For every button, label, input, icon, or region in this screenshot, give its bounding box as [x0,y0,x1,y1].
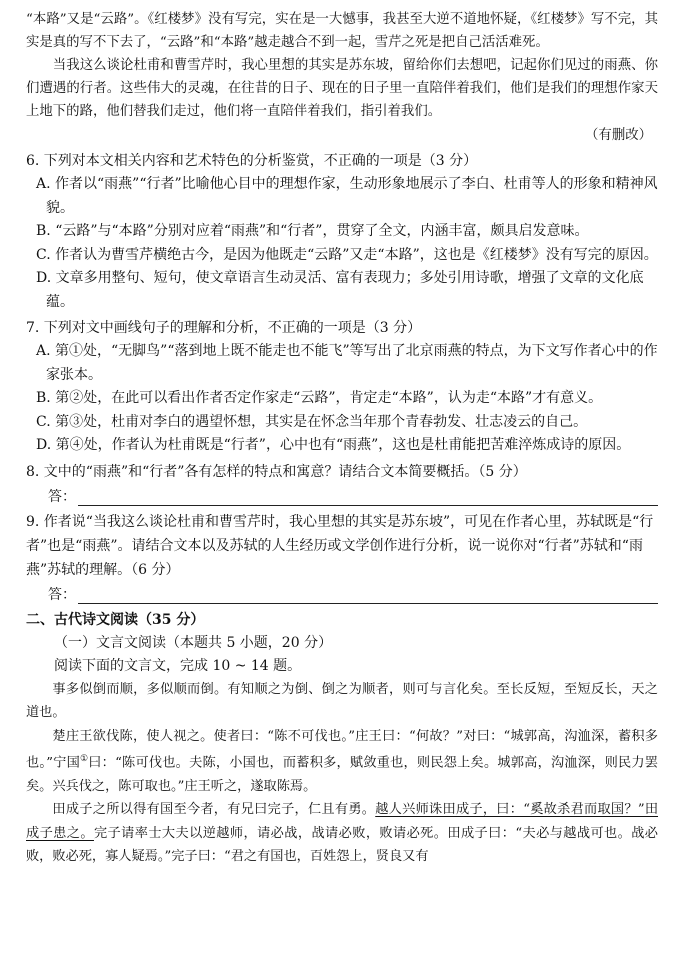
edited-note: （有删改） [585,128,652,143]
classical-paragraph-1: 事多似倒而顺，多似顺而倒。有知顺之为倒、倒之为顺者，则可与言化矣。至长反短，至短反长，天之道也。 [26,681,658,720]
question-9-stem: 9. 作者说“当我这么谈论杜甫和曹雪芹时，我心里想的其实是苏东坡”，可见在作者心里，苏轼既是“行者”也是“雨燕”。请结合文本以及苏轼的人生经历或文学创作进行分析，说一说你对“行者”苏轼和“雨燕”苏轼的理解。（6 分） [26,513,654,578]
classical-text: 完子请率士大夫以逆越师，请必战，战请必败，败请必死。田成子曰：“夫必与越战可也。战必败，败必死，寡人疑焉。”完子曰：“君之有国也，百姓怨上，贤良又有 [26,825,658,865]
footnote-marker: ① [79,754,89,764]
question-7-option-a: A. 第①处，“无脚鸟”“落到地上既不能走也不能飞”等写出了北京雨燕的特点，为下文写作者心中的作家张本。 [36,343,658,383]
classical-paragraph-3 [26,798,658,869]
question-8-stem: 8. 文中的“雨燕”和“行者”各有怎样的特点和寓意？请结合文本简要概括。（5 分） [26,463,527,480]
question-8-answer-line[interactable] [48,484,658,506]
answer-rule [78,491,658,506]
classical-text: 楚庄王欲伐陈，使人视之。使者曰：“陈不可伐也。”庄王曰：“何故？”对曰：“城郭高，沟洫深，蓄积多也。”宁国 [26,728,658,771]
section-2-title: 二、古代诗文阅读（35 分） [26,611,205,628]
answer-rule [78,589,658,604]
question-7-option-c: C. 第③处，杜甫对李白的遇望怀想，其实是在怀念当年那个青春勃发、壮志凌云的自己。 [36,413,588,430]
question-6-option-b: B. “云路”与“本路”分别对应着“雨燕”和“行者”，贯穿了全文，内涵丰富，颇具启发意味。 [36,223,589,239]
question-7-option-d: D. 第④处，作者认为杜甫既是“行者”，心中也有“雨燕”，这也是杜甫能把苦难淬炼成诗的原因。 [36,437,631,453]
classical-paragraph-2 [26,725,658,799]
question-6-stem: 6. 下列对本文相关内容和艺术特色的分析鉴赏，不正确的一项是（3 分） [26,153,478,169]
classical-text: 曰：“陈可伐也。夫陈，小国也，而蓄积多，赋敛重也，则民怨上矣。城郭高，沟洫深，则民力罢矣。兴兵伐之，陈可取也。”庄王听之，遂取陈焉。 [26,755,658,794]
passage-paragraph-1: “本路”又是“云路”。《红楼梦》没有写完，实在是一大憾事，我甚至大逆不道地怀疑，《红楼梦》写不完，其实是真的写不下去了，“云路”和“本路”越走越合不到一起，雪芹之死是把自己活活难死。 [26,12,658,50]
underlined-sentence: 越人兴师诛田成子，曰：“奚故杀君而取国？”田成子患之。 [26,802,659,841]
question-7-stem: 7. 下列对文中画线句子的理解和分析，不正确的一项是（3 分） [26,320,422,336]
answer-label: 答： [48,488,76,505]
question-6-option-a: A. 作者以“雨燕”“行者”比喻他心目中的理想作家，生动形象地展示了李白、杜甫等人的形象和精神风貌。 [36,176,658,216]
question-6-option-c: C. 作者认为曹雪芹横绝古今，是因为他既走“云路”又走“本路”，这也是《红楼梦》没有写完的原因。 [36,246,658,263]
passage-paragraph-2: 当我这么谈论杜甫和曹雪芹时，我心里想的其实是苏东坡，留给你们去想吧，记起你们见过的雨燕、你们遭遇的行者。这些伟大的灵魂，在往昔的日子、现在的日子里一直陪伴着我们，他们是我们的理想作家天上地下的路，他们替我们走过，他们将一直陪伴着我们，指引着我们。 [26,58,658,119]
section-2-instruction: 阅读下面的文言文，完成 10 ~ 14 题。 [54,657,302,674]
question-9-answer-line[interactable] [48,582,658,604]
answer-label: 答： [48,586,76,603]
classical-text: 田成子之所以得有国至今者，有兄曰完子，仁且有勇。 [52,802,376,818]
question-6-option-d: D. 文章多用整句、短句，使文章语言生动灵活、富有表现力；多处引用诗歌，增强了文章的文化底蕴。 [36,270,644,310]
question-7-option-b: B. 第②处，在此可以看出作者否定作家走“云路”，肯定走“本路”，认为走“本路”才有意义。 [36,390,603,406]
section-2-subtitle: （一）文言文阅读（本题共 5 小题，20 分） [54,634,333,651]
